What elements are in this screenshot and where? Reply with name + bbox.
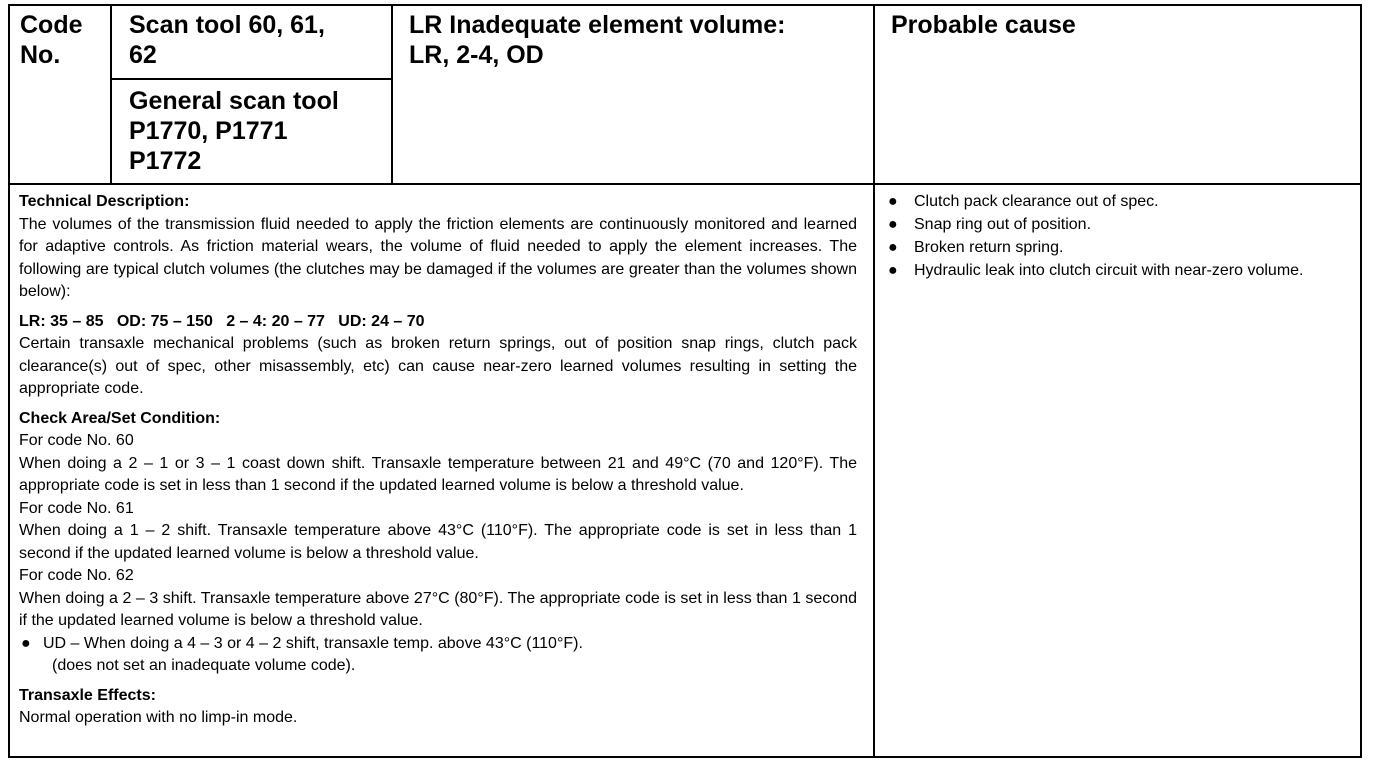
cause-text: Broken return spring.	[914, 239, 1064, 256]
divider-scan-tool-rows	[111, 78, 392, 80]
ud-bullet	[19, 633, 857, 678]
scan-tool-label: Scan tool 60, 61, 62	[129, 11, 325, 69]
transaxle-effects-title: Transaxle Effects:	[19, 686, 156, 704]
code-61-label: For code No. 61	[19, 499, 134, 517]
ud-bullet-line-1: UD – When doing a 4 – 3 or 4 – 2 shift, transaxle temp. above 43°C (110°F).	[43, 634, 583, 652]
divider-probable-cause-column	[873, 4, 875, 758]
cause-text: Hydraulic leak into clutch circuit with near-zero volume.	[914, 262, 1304, 279]
transaxle-effects-text: Normal operation with no limp-in mode.	[19, 709, 298, 726]
bullet-icon: ●	[888, 193, 898, 210]
bullet-icon: ●	[21, 634, 31, 652]
code-61-text: When doing a 1 – 2 shift. Transaxle temperature above 43°C (110°F). The appropriate code is set in less than 1 second if the updated learned volume is below a threshold value.	[19, 522, 857, 562]
list-item	[880, 236, 1350, 259]
technical-description-title: Technical Description:	[19, 193, 190, 210]
cause-text: Clutch pack clearance out of spec.	[914, 193, 1159, 210]
code-60-label: For code No. 60	[19, 432, 134, 449]
bullet-icon: ●	[888, 262, 898, 279]
list-item	[880, 190, 1350, 213]
divider-scan-tool-column	[391, 4, 393, 184]
code-60-text: When doing a 2 – 1 or 3 – 1 coast down shift. Transaxle temperature between 21 and 49°C (70 and 120°F). The appropriate code is set in less than 1 second if the updated learned volume is below a threshold value.	[19, 454, 857, 494]
list-item	[880, 213, 1350, 236]
check-area-title: Check Area/Set Condition:	[19, 409, 221, 427]
clutch-volumes-line: LR: 35 – 85 OD: 75 – 150 2 – 4: 20 – 77 UD: 24 – 70	[19, 312, 425, 330]
description-section	[19, 191, 857, 730]
mechanical-problems-text: Certain transaxle mechanical problems (such as broken return springs, out of position snap rings, clutch pack clearance(s) out of spec, other misassembly, etc) can cause near-zero learned volumes resulting in setting the appropriate code.	[19, 335, 857, 397]
code-62-label: For code No. 62	[19, 567, 134, 584]
probable-cause-label: Probable cause	[891, 11, 1076, 39]
ud-bullet-line-2: (does not set an inadequate volume code).	[52, 657, 356, 674]
technical-description-text: The volumes of the transmission fluid needed to apply the friction elements are continuously monitored and learned for adaptive controls. As friction material wears, the volume of fluid needed to apply the element increases. The following are typical clutch volumes (the clutches may be damaged if the volumes are greater than the volumes shown below):	[19, 215, 857, 300]
code-no-label: Code No.	[20, 11, 83, 69]
divider-code-column	[110, 4, 112, 184]
page-title: LR Inadequate element volume: LR, 2-4, OD	[409, 11, 786, 69]
list-item	[880, 259, 1350, 282]
bullet-icon: ●	[888, 239, 898, 256]
code-62-text: When doing a 2 – 3 shift. Transaxle temperature above 27°C (80°F). The appropriate code is set in less than 1 second if the updated learned volume is below a threshold value.	[19, 589, 857, 629]
cause-text: Snap ring out of position.	[914, 216, 1092, 233]
bullet-icon: ●	[888, 216, 898, 233]
probable-cause-list	[880, 190, 1350, 282]
divider-header-body	[8, 183, 1362, 185]
general-scan-tool-label: General scan tool P1770, P1771 P1772	[129, 87, 339, 175]
